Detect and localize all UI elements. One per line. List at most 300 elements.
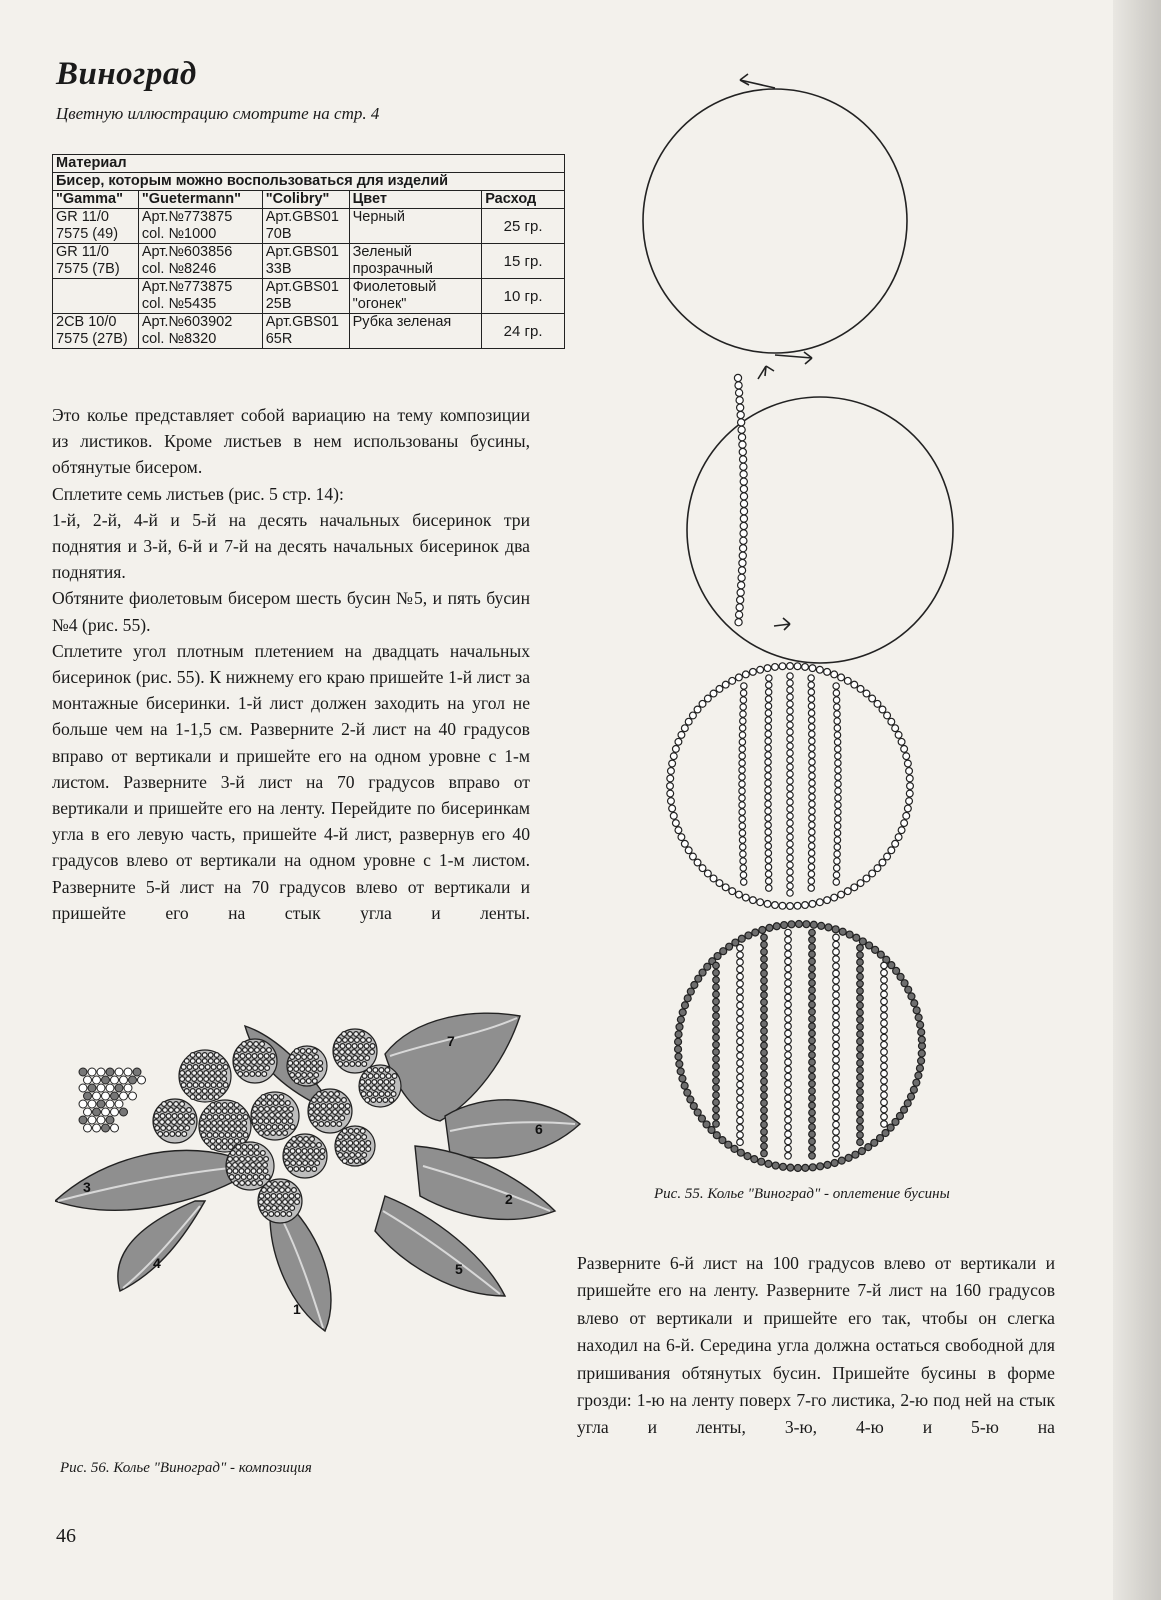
bead [787, 785, 793, 791]
bead [216, 1071, 221, 1076]
bead [865, 1144, 872, 1151]
bead [306, 1079, 311, 1084]
bead [168, 1102, 173, 1107]
bead [681, 1082, 688, 1089]
bead [835, 816, 841, 822]
bead [765, 864, 771, 870]
bead [833, 1042, 840, 1049]
bead [261, 1095, 266, 1100]
bead [834, 830, 840, 836]
bead [283, 1107, 288, 1112]
bead [808, 682, 814, 688]
bead [308, 1149, 313, 1154]
bead [157, 1108, 162, 1113]
bead [228, 1145, 233, 1150]
bead [794, 1164, 801, 1171]
column-header-color: Цвет [349, 191, 482, 209]
bead [787, 680, 793, 686]
bead [202, 1059, 207, 1064]
bead [241, 1175, 246, 1180]
bead [322, 1116, 327, 1121]
bead [736, 891, 743, 898]
bead [364, 1044, 369, 1049]
bead [785, 987, 792, 994]
bead [294, 1061, 299, 1066]
bead [193, 1083, 198, 1088]
bead [264, 1157, 269, 1162]
bead [906, 775, 913, 782]
bead [833, 1028, 840, 1035]
bead [224, 1121, 229, 1126]
bead [372, 1086, 377, 1091]
bead [687, 988, 694, 995]
bead [354, 1147, 359, 1152]
table-row [53, 314, 565, 349]
bead [857, 944, 864, 951]
bead [918, 1029, 925, 1036]
bead [198, 1077, 203, 1082]
bead [283, 1131, 288, 1136]
bead [328, 1116, 333, 1121]
bead [809, 944, 816, 951]
bead [809, 780, 815, 786]
bead [833, 949, 840, 956]
bead [737, 1002, 744, 1009]
bead [309, 1161, 314, 1166]
bead [213, 1115, 218, 1120]
bead [213, 1133, 218, 1138]
bead [704, 870, 711, 877]
bead [808, 703, 814, 709]
bead [739, 816, 745, 822]
bead [210, 1077, 215, 1082]
bead [263, 1169, 268, 1174]
bead [785, 1088, 792, 1095]
bead [881, 1027, 888, 1034]
bead [779, 663, 786, 670]
bead [296, 1073, 301, 1078]
bead [740, 508, 747, 515]
bead-diagram-circle-4 [675, 921, 926, 1172]
bead [249, 1048, 254, 1053]
bead [240, 1157, 245, 1162]
bead [377, 1098, 382, 1103]
bead-diagram-circle-2 [687, 366, 953, 663]
cell-colibry: Арт.GBS01 65R [262, 314, 349, 349]
bead [785, 1044, 792, 1051]
bead [835, 788, 841, 794]
bead [390, 1080, 395, 1085]
bead [362, 1153, 367, 1158]
bead [292, 1188, 297, 1193]
bead [857, 686, 864, 693]
bead [111, 1076, 119, 1084]
bead [879, 706, 886, 713]
bead [713, 998, 720, 1005]
continued-instructions-text: Разверните 6-й лист на 100 градусов влево от вертикали и пришейте его на ленту. Разверните 7-й лист на 160 градусов влево от вертикали и пришейте его так, чтобы он слегка находил на 6-й. Середина угла должна остаться свободной для пришивания обтянутых бусин. Пришейте бусины в форме грозди: 1-ю на ленту поверх 7-го листика, 2-ю под ней на стык угла и ленты, 3-ю, 4-ю и 5-ю на [577, 1253, 1055, 1438]
bead [368, 1074, 373, 1079]
bead [355, 1038, 360, 1043]
bead [358, 1044, 363, 1049]
bead [281, 1212, 286, 1217]
bead [737, 1081, 744, 1088]
bead [204, 1109, 209, 1114]
bead [317, 1092, 322, 1097]
bead [785, 951, 792, 958]
bead [765, 745, 771, 751]
bead [677, 1016, 684, 1023]
bead [278, 1125, 283, 1130]
bead [290, 1206, 295, 1211]
bead [765, 871, 771, 877]
bead [857, 1132, 864, 1139]
bead [809, 994, 816, 1001]
bead [84, 1124, 92, 1132]
bead [742, 671, 749, 678]
bead [787, 848, 793, 854]
bead [833, 872, 839, 878]
paragraph-leaf-lifts: 1-й, 2-й, 4-й и 5-й на десять начальных бисеринок три поднятия и 3-й, 6-й и 7-й на десять начальных бисеринок два поднятия. [52, 509, 530, 583]
bead [857, 1096, 864, 1103]
bead [863, 690, 870, 697]
bead [267, 1101, 272, 1106]
bead [713, 1056, 720, 1063]
bead [124, 1068, 132, 1076]
bead [300, 1049, 305, 1054]
bead [713, 1070, 720, 1077]
bead [881, 1077, 888, 1084]
bead [184, 1059, 189, 1064]
bead [809, 759, 815, 765]
bead [356, 1135, 361, 1140]
bead [342, 1129, 347, 1134]
cell-colibry: Арт.GBS01 33В [262, 244, 349, 279]
bead [787, 722, 793, 728]
bead [366, 1147, 371, 1152]
bead [378, 1080, 383, 1085]
bead [785, 972, 792, 979]
bead [809, 731, 815, 737]
bead [809, 1102, 816, 1109]
bead [199, 1083, 204, 1088]
bead [740, 704, 746, 710]
bead [342, 1141, 347, 1146]
bead [224, 1127, 229, 1132]
bead [809, 951, 816, 958]
bead [360, 1129, 365, 1134]
bead [211, 1083, 216, 1088]
bead [340, 1044, 345, 1049]
bead [261, 1101, 266, 1106]
bead [833, 1078, 840, 1085]
bead [204, 1077, 209, 1082]
bead [737, 1139, 744, 1146]
bead [206, 1127, 211, 1132]
bead [761, 977, 768, 984]
bead [187, 1083, 192, 1088]
bead [253, 1107, 258, 1112]
bead [833, 697, 839, 703]
bead [253, 1175, 258, 1180]
bead [302, 1155, 307, 1160]
bead [264, 1113, 269, 1118]
bead [158, 1132, 163, 1137]
bead [669, 760, 676, 767]
bead [757, 666, 764, 673]
bead [289, 1107, 294, 1112]
bead [787, 855, 793, 861]
bead [785, 1138, 792, 1145]
bead [780, 1163, 787, 1170]
bead [713, 1005, 720, 1012]
bead [684, 1089, 691, 1096]
bead [379, 1068, 384, 1073]
bead [257, 1169, 262, 1174]
bead [722, 681, 729, 688]
cell-color: Рубка зеленая [349, 314, 482, 349]
bead [713, 1121, 720, 1128]
bead [669, 805, 676, 812]
bead [312, 1079, 317, 1084]
bead [739, 837, 745, 843]
bead [750, 897, 757, 904]
bead [196, 1059, 201, 1064]
bead [905, 986, 912, 993]
bead [180, 1102, 185, 1107]
bead [737, 988, 744, 995]
bead [895, 834, 902, 841]
bead [88, 1116, 96, 1124]
bead [816, 666, 823, 673]
bead [765, 689, 771, 695]
bead [308, 1155, 313, 1160]
bead [367, 1038, 372, 1043]
bead [248, 1042, 253, 1047]
bead [808, 850, 814, 856]
bead [217, 1083, 222, 1088]
bead [378, 1086, 383, 1091]
bead [339, 1104, 344, 1109]
bead [741, 879, 747, 885]
bead [824, 1161, 831, 1168]
bead [230, 1151, 235, 1156]
column-header-gamma: "Gamma" [53, 191, 139, 209]
bead [234, 1181, 239, 1186]
bead [206, 1121, 211, 1126]
bead [739, 795, 745, 801]
bead [750, 668, 757, 675]
bead [765, 710, 771, 716]
materials-table-title: Материал [53, 155, 565, 173]
bead [186, 1071, 191, 1076]
bead [685, 718, 692, 725]
bead [773, 923, 780, 930]
bead [348, 1147, 353, 1152]
bead [897, 973, 904, 980]
bead [317, 1143, 322, 1148]
bead [319, 1122, 324, 1127]
bead [350, 1135, 355, 1140]
bead [809, 1073, 816, 1080]
bead [367, 1092, 372, 1097]
bead [833, 1129, 840, 1136]
bead [267, 1048, 272, 1053]
bead [268, 1188, 273, 1193]
leaf-label-6: 6 [535, 1121, 543, 1137]
bead [180, 1071, 185, 1076]
bead [785, 1066, 792, 1073]
bead [350, 1153, 355, 1158]
bead [270, 1054, 275, 1059]
bead [253, 1066, 258, 1071]
bead [303, 1161, 308, 1166]
bead [881, 1070, 888, 1077]
bead [904, 805, 911, 812]
bead [785, 1152, 792, 1159]
bead [275, 1212, 280, 1217]
bead [293, 1143, 298, 1148]
bead [675, 738, 682, 745]
bead [334, 1116, 339, 1121]
bead [809, 843, 815, 849]
bead [809, 836, 815, 842]
bead [97, 1100, 105, 1108]
bead [237, 1133, 242, 1138]
bead [306, 1067, 311, 1072]
bead [352, 1050, 357, 1055]
bead [242, 1042, 247, 1047]
bead [736, 604, 743, 611]
bead [187, 1108, 192, 1113]
bead [761, 956, 768, 963]
bead [838, 674, 845, 681]
bead [772, 902, 779, 909]
bead [270, 1113, 275, 1118]
bead [155, 1126, 160, 1131]
bead [288, 1113, 293, 1118]
bead [737, 1045, 744, 1052]
bead [869, 870, 876, 877]
bead [901, 980, 908, 987]
bead [766, 885, 772, 891]
bead [737, 995, 744, 1002]
bead [228, 1157, 233, 1162]
bead [787, 729, 793, 735]
bead [353, 1056, 358, 1061]
bead [738, 434, 745, 441]
bead [240, 1054, 245, 1059]
bead [88, 1100, 96, 1108]
cell-gamma: GR 11/0 7575 (49) [53, 209, 139, 244]
bead [211, 1065, 216, 1070]
bead [737, 1031, 744, 1038]
bead [740, 844, 746, 850]
bead [314, 1149, 319, 1154]
bead [888, 718, 895, 725]
bead [737, 596, 744, 603]
bead [739, 774, 745, 780]
bead [273, 1101, 278, 1106]
bead [737, 589, 744, 596]
bead [739, 802, 745, 808]
bead [668, 798, 675, 805]
bead [267, 1182, 272, 1187]
bead [809, 1138, 816, 1145]
bead [881, 1034, 888, 1041]
bead [833, 999, 840, 1006]
bead [834, 718, 840, 724]
bead [259, 1175, 264, 1180]
bead [214, 1053, 219, 1058]
bead [370, 1050, 375, 1055]
bead [338, 1062, 343, 1067]
leaf-label-5: 5 [455, 1261, 463, 1277]
bead [129, 1092, 137, 1100]
bead [809, 972, 816, 979]
bead [208, 1089, 213, 1094]
bead [272, 1125, 277, 1130]
leaf-label-7: 7 [447, 1033, 455, 1049]
bead [230, 1121, 235, 1126]
bead [787, 792, 793, 798]
bead [809, 665, 816, 672]
bead [287, 1143, 292, 1148]
bead [785, 1001, 792, 1008]
bead [231, 1133, 236, 1138]
bead [222, 1145, 227, 1150]
bead [302, 1073, 307, 1078]
bead [239, 1163, 244, 1168]
bead [288, 1167, 293, 1172]
bead [740, 471, 747, 478]
bead [325, 1122, 330, 1127]
bead [273, 1095, 278, 1100]
bead [802, 902, 809, 909]
bead [392, 1074, 397, 1079]
bead [290, 1125, 295, 1130]
bead [785, 1016, 792, 1023]
bead [834, 858, 840, 864]
bead [834, 739, 840, 745]
bead [761, 1071, 768, 1078]
table-row [53, 209, 565, 244]
bead [678, 834, 685, 841]
bead [765, 843, 771, 849]
bead [687, 1096, 694, 1103]
bead [79, 1100, 87, 1108]
bead [740, 500, 747, 507]
bead [736, 611, 743, 618]
bead [102, 1124, 110, 1132]
bead [292, 1137, 297, 1142]
bead [809, 936, 816, 943]
bead [208, 1095, 213, 1100]
bead [736, 389, 743, 396]
bead [277, 1131, 282, 1136]
bead [787, 687, 793, 693]
bead [102, 1108, 110, 1116]
bead [352, 1044, 357, 1049]
bead [305, 1143, 310, 1148]
bead [910, 1086, 917, 1093]
bead [761, 1006, 768, 1013]
bead [310, 1116, 315, 1121]
bead [266, 1206, 271, 1211]
bead [675, 1031, 682, 1038]
bead [765, 724, 771, 730]
bead [761, 1129, 768, 1136]
bead [354, 1159, 359, 1164]
